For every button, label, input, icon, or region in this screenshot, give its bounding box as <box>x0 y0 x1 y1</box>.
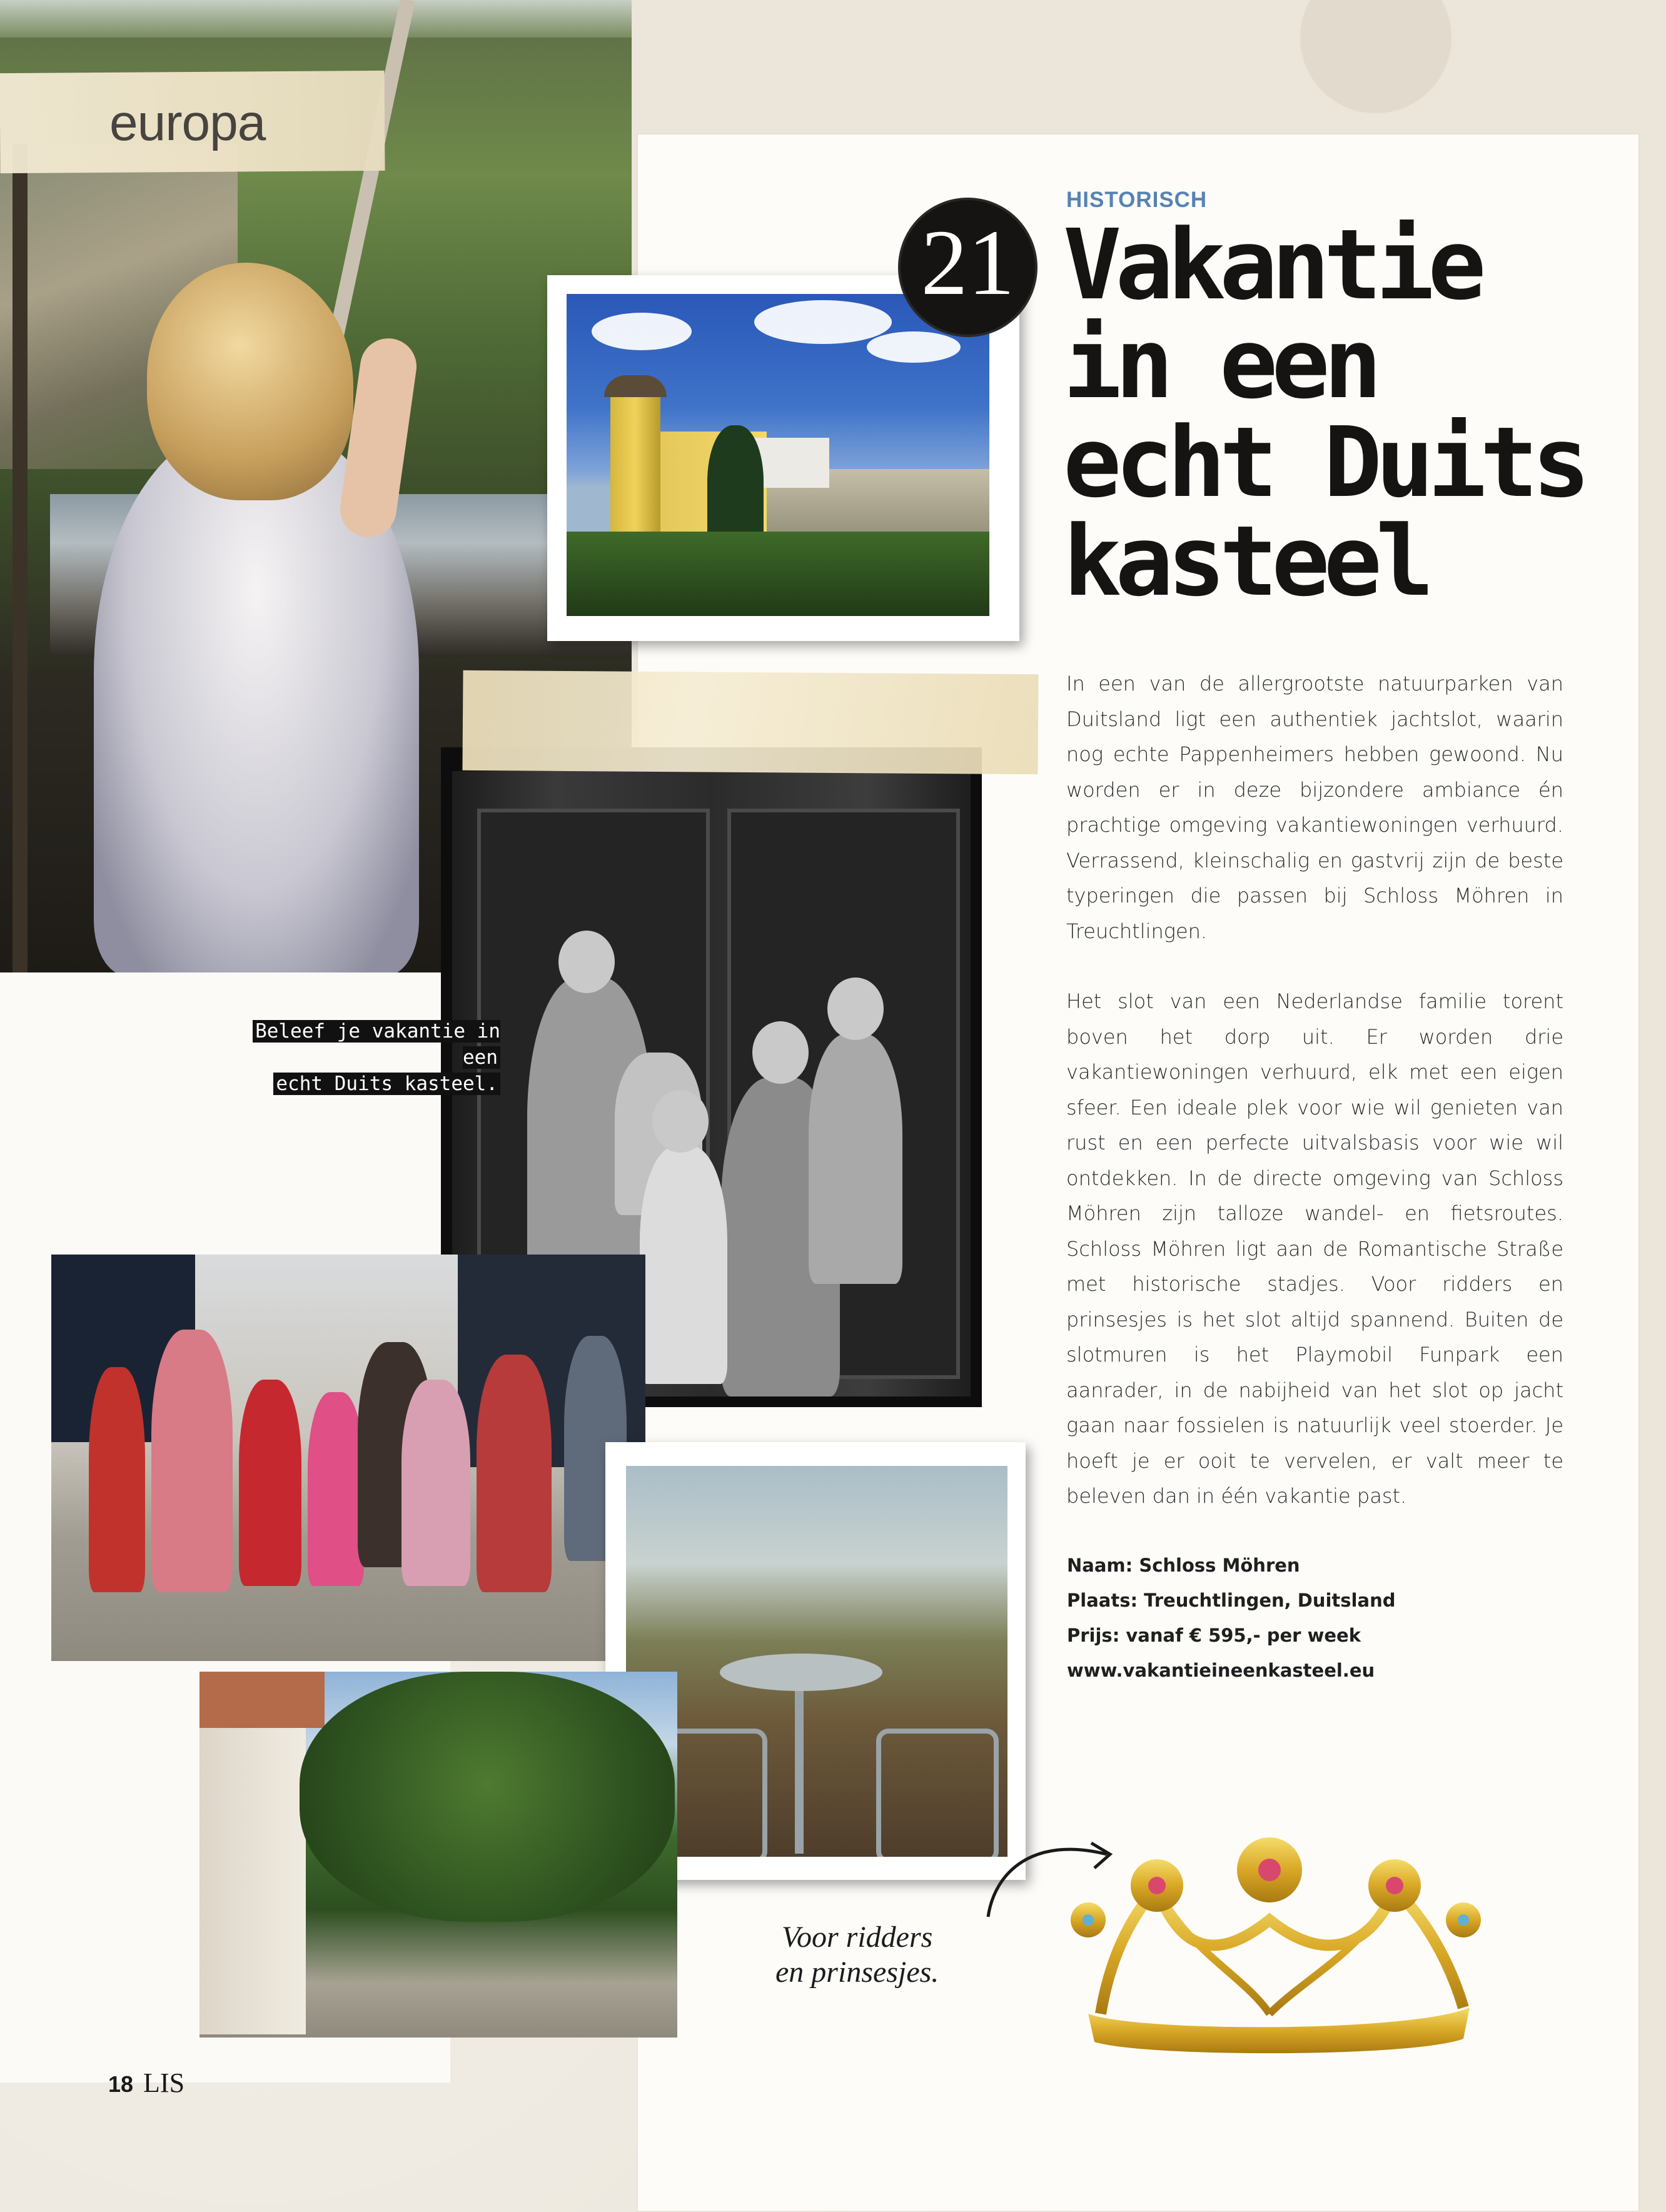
body-paragraph: In een van de allergrootste natuurparken van Duitsland ligt een authentiek jachtslot, waarin nog echte Pappenheimers hebben gewoond. Nu worden er in deze bijzondere ambiance én prachtige omgeving vakantiewoningen verhuurd. Verrassend, kleinschalig en gastvrij zijn de beste typeringen die passen bij Schloss Möhren in Treuchtlingen. <box>1066 672 1563 943</box>
headline-line: kasteel <box>1063 505 1428 618</box>
children-campfire-photo <box>51 1255 645 1661</box>
kicker: HISTORISCH <box>1066 188 1208 212</box>
headline <box>1063 208 1626 618</box>
caption-line: echt Duits kasteel. <box>273 1073 500 1095</box>
magazine-name: LIS <box>143 2068 185 2098</box>
body-paragraph: Het slot van een Nederlandse familie torent boven het dorp uit. Er worden drie vakantiewoningen verhuurd, elk met een eigen sfeer. Een ideale plek voor wie wil genieten van rust en een perfecte uitvalsbasis voor wie wil ontdekken. In de directe omgeving van Schloss Möhren zijn talloze wandel- en fietsroutes. Schloss Möhren ligt aan de Romantische Straße met historische stadjes. Voor ridders en prinsesjes is het slot altijd spannend. Buiten de slotmuren is het Playmobil Funpark een aanrader, in de nabijheid van het slot op jacht gaan naar fossielen is natuurlijk veel stoerder. Je hoeft je er ooit te vervelen, er valt meer te beleven dan in één vakantie past. <box>1066 989 1563 1508</box>
castle-photo <box>567 294 989 616</box>
info-place: Plaats: Treuchtlingen, Duitsland <box>1067 1590 1396 1611</box>
page-number: 18 <box>108 2071 134 2097</box>
photo-caption <box>206 1018 500 1097</box>
headline-line: Vakantie <box>1063 208 1480 321</box>
handwritten-note <box>775 1920 939 1990</box>
info-box <box>1067 1548 1395 1688</box>
section-label: europa <box>109 94 266 151</box>
info-name: Naam: Schloss Möhren <box>1067 1555 1300 1576</box>
terrace-view-photo <box>626 1466 1007 1857</box>
courtyard-garden-photo <box>199 1672 677 2038</box>
caption-line: Beleef je vakantie in een <box>253 1020 500 1069</box>
article-number: 21 <box>921 211 1015 315</box>
info-url: www.vakantieineenkasteel.eu <box>1067 1660 1375 1681</box>
headline-line: echt Duits <box>1063 406 1585 519</box>
handnote-line: Voor ridders <box>781 1921 933 1954</box>
article-body <box>1066 666 1563 1549</box>
info-price: Prijs: vanaf € 595,- per week <box>1067 1625 1361 1646</box>
page-footer <box>108 2067 184 2099</box>
headline-line: in een <box>1063 307 1376 420</box>
handnote-line: en prinsesjes. <box>775 1956 939 1989</box>
photo-tape <box>462 670 1038 774</box>
crown-icon <box>1063 1826 1495 2058</box>
